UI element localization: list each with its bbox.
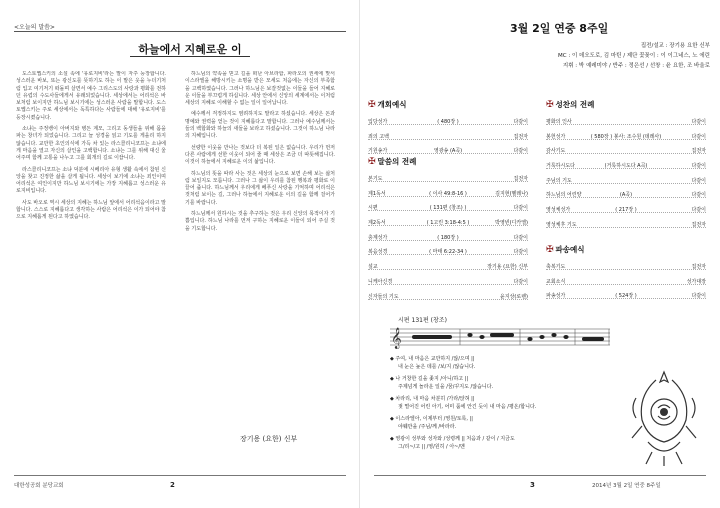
order-item-label: 니케아신경 bbox=[368, 278, 393, 285]
order-list-dismissal bbox=[546, 261, 706, 305]
order-row bbox=[368, 276, 528, 291]
order-row bbox=[368, 188, 528, 203]
order-item-label: 복음성경 bbox=[368, 249, 388, 256]
order-item-performer: 다같이 bbox=[513, 205, 528, 212]
order-item-detail: ( 480장 ) bbox=[437, 119, 459, 125]
order-item-performer: 다같이 bbox=[513, 148, 528, 155]
order-row bbox=[546, 145, 706, 160]
order-item-performer: 다같이 bbox=[513, 249, 528, 256]
dotted-leader bbox=[546, 284, 706, 285]
dotted-leader bbox=[368, 139, 528, 140]
order-item-label: 주님의 기도 bbox=[546, 177, 572, 184]
lyric-line: ◆ 이스라엘아, 이제부터 /영원/토록, || bbox=[390, 416, 473, 422]
sermon-paragraph: 예수께서 걱정하지도 염려하지도 말라고 하셨습니다. 세상은 돈과 명예와 권력을 얻는 것이 지혜롭다고 말합니다. 그러나 예수님께서는 들의 백합화와 하늘의 새들을 보라고 하셨습니다. 그것이 하느님 나라의 지혜입니다. bbox=[185, 111, 335, 140]
header-rule bbox=[14, 31, 346, 32]
order-item-performer: 집전자 bbox=[691, 221, 706, 228]
order-item-performer: 김지현(헬레나) bbox=[495, 190, 528, 197]
order-row bbox=[368, 202, 528, 217]
cross-icon: ✠ bbox=[546, 100, 554, 110]
order-row bbox=[368, 116, 528, 131]
order-row bbox=[546, 116, 706, 131]
order-row bbox=[368, 291, 528, 306]
order-item-label: 제2독서 bbox=[368, 220, 386, 227]
order-item-performer: 다같이 bbox=[691, 177, 706, 184]
section-tag: <오늘의 말씀> bbox=[14, 24, 55, 31]
order-item-performer: 집전자 bbox=[513, 133, 528, 140]
lyric-line: 내 눈은 높은 데를 /보/지 /않습니다. bbox=[398, 364, 476, 370]
psalm-label: 시편 131편 (창조) bbox=[398, 317, 447, 324]
order-item-detail: ( 524장 ) bbox=[615, 293, 637, 300]
order-item-performer: 다같이 bbox=[513, 119, 528, 125]
sermon-signature: 장기용 (요한) 신부 bbox=[240, 435, 298, 443]
music-staff-icon bbox=[390, 324, 610, 350]
order-item-label: 죄의 고백 bbox=[368, 133, 389, 140]
order-item-detail: ( 217장 ) bbox=[615, 207, 637, 214]
service-title: 3월 2일 연중 8주일 bbox=[510, 22, 609, 35]
lyric-line: 주제넘게 놀라운 일을 /꿈/꾸지도 /않습니다. bbox=[398, 384, 494, 390]
leaders-line: 집전/설교 : 장기용 요한 신부 bbox=[640, 43, 710, 49]
dotted-leader bbox=[368, 181, 528, 182]
order-item-label: 파송성가 bbox=[546, 293, 566, 300]
order-list-eucharist bbox=[546, 116, 706, 234]
order-list-gathering bbox=[368, 116, 528, 160]
order-row bbox=[368, 217, 528, 232]
dotted-leader bbox=[546, 153, 706, 154]
order-row bbox=[546, 189, 706, 204]
right-page bbox=[360, 0, 720, 508]
order-item-detail: ( 180장 ) bbox=[437, 234, 459, 241]
order-row bbox=[368, 261, 528, 276]
order-item-performer: 장기용 (요한) 신부 bbox=[487, 264, 528, 271]
sermon-paragraph: 라스콜리니코프는 소냐 덕분에 시베리아 유형 생활 속에서 참된 신앙을 찾고 진정한 삶을 살게 됩니다. 세상이 보기에 소냐는 죄인이며 어리석은 여인이지만 하느님 보시기에는 가장 지혜롭고 성스러운 유로지비입니다. bbox=[16, 166, 166, 195]
order-item-performer: 집전자 bbox=[691, 148, 706, 155]
section-heading-dismissal: ✠ 파송예식 bbox=[546, 245, 585, 255]
lyric-line: ◆ 차라리, 내 마음 차분히 /가라/앉혀 || bbox=[390, 396, 475, 402]
order-row bbox=[546, 276, 706, 291]
page-number: 2 bbox=[170, 481, 175, 489]
lyric-line: 그/리~/고 || /영/원히 / 아~/멘 bbox=[398, 444, 465, 450]
order-row bbox=[368, 131, 528, 146]
order-item-detail: ( 1고린 3:18-4:5 ) bbox=[426, 220, 470, 227]
lyric-line: ◆ 영광이 성부와 성자와 /성령께 || 처음과 / 같이 / 지금도 bbox=[390, 436, 515, 442]
order-row bbox=[368, 246, 528, 261]
order-item-detail: ( 131편 (창조) ) bbox=[429, 205, 467, 212]
sermon-paragraph: 하느님의 약속을 믿고 길을 떠난 아브라함, 파라오의 권세에 맞서 이스라엘을 해방시키는 소명을 받은 모세도 처음에는 자신의 부족함을 고백하였습니다. 그러나 하느님은 보잘것없는 이들을 들어 지혜로운 이들을 부끄럽게 하십니다. 세상 안에서 신앙의 세계에서는 이처럼 세상의 지혜로 이해할 수 없는 일이 일어납니다. bbox=[185, 71, 335, 107]
order-item-label: 제1독서 bbox=[368, 190, 386, 197]
order-item-performer: 다같이 bbox=[513, 278, 528, 285]
order-item-performer: 다같이 bbox=[691, 133, 706, 140]
order-row bbox=[546, 175, 706, 190]
order-item-performer: 집전자 bbox=[691, 264, 706, 270]
order-item-performer: 다같이 bbox=[691, 207, 706, 214]
order-row bbox=[546, 261, 706, 276]
order-item-detail: ( 마태 6:22-34 ) bbox=[429, 249, 467, 256]
title-underline bbox=[130, 56, 250, 57]
order-item-detail: (거룩하시도다 A곡) bbox=[604, 163, 648, 170]
sermon-paragraph: 하느님께서 원하시는 것을 추구하는 것은 우리 신앙의 목적이자 기쁨입니다. 하느님 나라를 먼저 구하는 지혜로운 이들이 되어 주실 것을 기도합니다. bbox=[185, 211, 335, 232]
cross-icon: ✠ bbox=[368, 157, 376, 167]
leaders-line: MC : 이 데오도로, 김 마틴 / 제단 꽃꽂이 : 이 이그네스, 노 에린 bbox=[558, 53, 710, 59]
footer-date: 2014년 3월 2일 연중 8주일 bbox=[592, 483, 661, 489]
worship-illustration-icon bbox=[628, 368, 700, 468]
order-item-performer: 다같이 bbox=[691, 192, 706, 199]
order-row bbox=[368, 173, 528, 188]
order-row bbox=[546, 290, 706, 305]
order-item-performer: 다같이 bbox=[691, 119, 706, 125]
footer-church-name: 대한성공회 분당교회 bbox=[14, 483, 64, 489]
order-item-label: 층계성가 bbox=[368, 234, 388, 241]
sermon-title: 하늘에서 지혜로운 이 bbox=[138, 43, 242, 56]
footer-rule bbox=[14, 475, 346, 476]
order-item-label: 하느님의 어린양 bbox=[546, 192, 582, 199]
leaders-line: 지휘 : 박 예레미야 / 반주 : 정은선 / 선창 : 윤 요한, 조 바울로 bbox=[562, 63, 710, 69]
order-row bbox=[546, 219, 706, 234]
sermon-paragraph: 선량한 이웃을 만나는 것보다 더 복된 일은 없습니다. 우리가 먼저 다른 사람에게 선한 이웃이 되어 줄 때 세상은 조금 더 따뜻해집니다. 이것이 하늘에서 지혜로운 이의 삶입니다. bbox=[185, 144, 335, 166]
order-row bbox=[546, 160, 706, 175]
order-item-detail: 영광송 (A곡) bbox=[433, 148, 463, 155]
order-item-performer: 집전자 bbox=[513, 176, 528, 182]
order-item-label: 시편 bbox=[368, 205, 378, 212]
order-item-performer: 다같이 bbox=[513, 234, 528, 241]
order-row bbox=[546, 131, 706, 146]
order-row bbox=[546, 204, 706, 219]
sermon-column-1 bbox=[16, 71, 166, 463]
order-item-label: 평화의 인사 bbox=[546, 119, 572, 125]
lyric-line: 젖 떨어진 어린 아기, 어미 품에 안긴 듯이 내 마음 /평온/합니다. bbox=[398, 404, 537, 410]
order-item-label: 영성체성가 bbox=[546, 207, 571, 214]
order-item-detail: ( 이사 49:8-16 ) bbox=[429, 190, 467, 197]
order-item-label: 감사기도 bbox=[546, 148, 566, 155]
order-item-performer: 박영빈(디카엘) bbox=[495, 220, 528, 227]
cross-icon: ✠ bbox=[546, 245, 554, 255]
order-item-performer: 다같이 bbox=[691, 163, 706, 170]
order-row bbox=[368, 232, 528, 247]
svg-text:𝄞: 𝄞 bbox=[391, 328, 402, 349]
footer-rule bbox=[374, 475, 706, 476]
section-heading-eucharist: ✠ 성찬의 전례 bbox=[546, 100, 595, 110]
dotted-leader bbox=[546, 269, 706, 270]
page-number: 3 bbox=[530, 481, 535, 489]
lyric-line: 야훼만을 /주님/께 /바라라. bbox=[398, 424, 457, 430]
order-item-label: 입당성가 bbox=[368, 119, 388, 125]
order-item-performer: 다같이 bbox=[691, 293, 706, 300]
order-item-label: 영성체후 기도 bbox=[546, 221, 577, 228]
sermon-paragraph: 도스토옙스키의 소설 속에 '유로지비'라는 말이 자주 등장합니다. 성스러운 바보, 또는 광신도를 뜻하기도 하는 이 말은 옷을 누더기처럼 입고 여기저기 떠돌며 살면서 예수 그리스도의 사랑과 평화를 전하던 유럽의 수도사들에게서 유래되었습니다. 세상에서는 어리석은 바보처럼 보이지만 하느님 보시기에는 성스러운 사람을 말합니다. 도스토옙스키는 주로 세상에서는 독특하다는 사람들에 대해 '유로지비'를 등장시켰습니다. bbox=[16, 71, 166, 121]
lyric-line: ◆ 나 거창한 길을 좇지 /아니/하고 || bbox=[390, 376, 469, 382]
section-heading-word: ✠ 말씀의 전례 bbox=[368, 157, 417, 167]
cross-icon: ✠ bbox=[368, 100, 376, 110]
sermon-paragraph: 하느님의 뜻을 따라 사는 것은 세상의 눈으로 보면 손해 보는 삶처럼 보일지도 모릅니다. 그러나 그 삶이 우리를 참된 행복과 평화로 이끌어 줍니다. 하느님께서 우리에게 베푸신 사랑을 기억하며 어리석은 것처럼 보이는 길, 그러나 하늘에서 지혜로운 이의 길을 함께 걸어가기를 바랍니다. bbox=[185, 170, 335, 206]
order-item-label: 거룩하시도다 bbox=[546, 163, 575, 170]
sermon-column-2 bbox=[185, 71, 335, 463]
order-item-performer: 윤지상(로렌) bbox=[499, 293, 528, 300]
section-heading-gathering: ✠ 개회예식 bbox=[368, 100, 407, 110]
order-item-detail: (A곡) bbox=[619, 192, 633, 199]
order-item-detail: ( 580장 ) 봉사: 조수원 (데레사) bbox=[590, 133, 662, 140]
order-item-label: 봉헌성가 bbox=[546, 133, 566, 140]
order-item-label: 교회소식 bbox=[546, 278, 566, 285]
order-item-label: 신자들의 기도 bbox=[368, 293, 399, 300]
order-list-word bbox=[368, 173, 528, 305]
sermon-paragraph: 소냐는 주정뱅이 아버지와 병든 계모, 그리고 동생들을 위해 몸을 파는 창녀가 되었습니다. 그리고 늘 성경을 읽고 기도를 게을리 하지 않습니다. 교만한 초인의식에 가득 차 있는 라스콜리니코프는 소냐에게 마음을 열고 자신의 살인을 고백합니다. 소냐는 그를 위해 대신 울어주며 함께 고통을 나누고 그를 회개의 길로 이끕니다. bbox=[16, 126, 166, 162]
order-item-label: 설교 bbox=[368, 264, 378, 271]
lyric-line: ◆ 주여, 내 마음은 교만하지 /않/으며 || bbox=[390, 356, 475, 362]
sermon-paragraph: 사도 바오로 역시 세상의 지혜는 하느님 앞에서 어리석음이라고 말합니다. 스스로 지혜롭다고 생각하는 사람은 어리석은 이가 되어야 참으로 지혜롭게 된다고 하였습니다. bbox=[16, 199, 166, 221]
order-item-performer: 성가대장 bbox=[686, 278, 706, 285]
order-item-label: 기원송가 bbox=[368, 148, 388, 155]
order-item-label: 본기도 bbox=[368, 176, 383, 182]
order-item-label: 축복기도 bbox=[546, 264, 566, 270]
